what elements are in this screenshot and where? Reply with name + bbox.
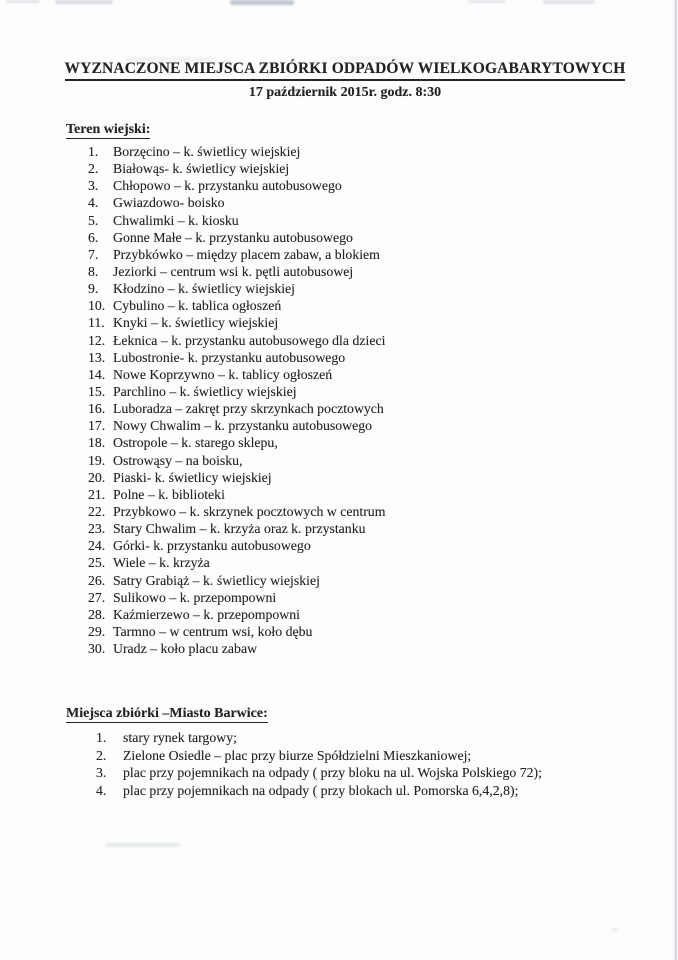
- list-item: [96, 729, 678, 747]
- list-item-number: 2.: [96, 747, 107, 763]
- list-item-number: 5.: [88, 212, 99, 228]
- list-item-text: Sulikowo – k. przepompowni: [113, 589, 277, 605]
- list-item: [88, 434, 678, 451]
- city-location-list: [96, 729, 678, 799]
- list-item: [88, 212, 678, 229]
- list-item-text: Gwiazdowo- boisko: [113, 195, 225, 211]
- list-item-text: Gonne Małe – k. przystanku autobusowego: [113, 229, 353, 245]
- list-item-number: 22.: [88, 503, 106, 519]
- list-item: [88, 417, 678, 434]
- list-item-text: Parchlino – k. świetlicy wiejskiej: [113, 383, 297, 399]
- list-item-text: Stary Chwalim – k. krzyża oraz k. przystanku: [113, 521, 366, 537]
- list-item: [88, 297, 678, 314]
- list-item-number: 8.: [88, 263, 99, 279]
- list-item: [88, 246, 678, 263]
- list-item-text: Przybkowo – k. skrzynek pocztowych w centrum: [113, 503, 386, 519]
- list-item-text: Piaski- k. świetlicy wiejskiej: [113, 469, 272, 485]
- list-item-number: 18.: [88, 435, 106, 451]
- list-item-number: 23.: [88, 521, 106, 537]
- list-item-text: Luboradza – zakręt przy skrzynkach pocztowych: [113, 401, 384, 417]
- list-item-number: 14.: [88, 366, 106, 382]
- list-item: [88, 589, 678, 606]
- list-item: [88, 452, 678, 469]
- page-title: WYZNACZONE MIEJSCA ZBIÓRKI ODPADÓW WIELKOGABARYTOWYCH: [65, 60, 626, 81]
- list-item-number: 4.: [88, 195, 99, 211]
- list-item-number: 13.: [88, 349, 106, 365]
- list-item: [88, 160, 678, 177]
- list-item-text: Knyki – k. świetlicy wiejskiej: [113, 315, 279, 331]
- list-item: [88, 623, 678, 640]
- list-item: [88, 314, 678, 331]
- list-item: [88, 640, 678, 657]
- list-item: [88, 572, 678, 589]
- list-item: [88, 537, 678, 554]
- list-item-text: Zielone Osiedle – plac przy biurze Spółdzielni Mieszkaniowej;: [123, 747, 472, 763]
- list-item-text: plac przy pojemnikach na odpady ( przy blokach ul. Pomorska 6,4,2,8);: [123, 783, 519, 798]
- list-item-number: 30.: [88, 641, 106, 657]
- list-item-text: Chłopowo – k. przystanku autobusowego: [113, 178, 342, 194]
- list-item-text: Nowy Chwalim – k. przystanku autobusowego: [113, 418, 373, 434]
- section-heading-village: Teren wiejski:: [66, 122, 151, 137]
- village-location-list: [88, 143, 678, 657]
- list-item-number: 19.: [88, 452, 106, 468]
- list-item-number: 1.: [88, 144, 99, 159]
- list-item: [88, 229, 678, 246]
- list-item-text: Cybulino – k. tablica ogłoszeń: [113, 298, 282, 314]
- list-item-number: 7.: [88, 246, 99, 262]
- list-item-number: 25.: [88, 555, 106, 571]
- list-item: [88, 469, 678, 486]
- list-item-text: Lubostronie- k. przystanku autobusowego: [113, 349, 346, 365]
- list-item-text: Ostropole – k. starego sklepu,: [113, 435, 278, 451]
- list-item: [88, 143, 678, 160]
- list-item-number: 17.: [88, 418, 106, 434]
- list-item-text: Przybkówko – między placem zabaw, a blokiem: [113, 246, 380, 262]
- list-item: [88, 503, 678, 520]
- list-item-text: Uradz – koło placu zabaw: [113, 641, 258, 657]
- list-item-number: 28.: [88, 606, 106, 622]
- list-item: [88, 177, 678, 194]
- list-item-number: 2.: [88, 161, 99, 177]
- date-line: 17 październik 2015r. godz. 8:30: [248, 85, 442, 100]
- list-item: [88, 400, 678, 417]
- title-block: [6, 0, 678, 81]
- list-item: [88, 280, 678, 297]
- scan-artifact-smudge: [105, 843, 180, 847]
- list-item-text: Nowe Koprzywno – k. tablicy ogłoszeń: [113, 366, 333, 382]
- list-item-text: stary rynek targowy;: [123, 730, 237, 746]
- list-item-number: 4.: [96, 783, 107, 798]
- list-item-text: Łeknica – k. przystanku autobusowego dla dzieci: [113, 332, 386, 348]
- list-item: [88, 520, 678, 537]
- list-item-text: Wiele – k. krzyża: [113, 555, 210, 571]
- list-item-number: 12.: [88, 332, 106, 348]
- list-item-text: Satry Grabiąż – k. świetlicy wiejskiej: [113, 572, 320, 588]
- list-item: [88, 383, 678, 400]
- list-item-number: 6.: [88, 229, 99, 245]
- list-item: [88, 332, 678, 349]
- list-item-number: 26.: [88, 572, 106, 588]
- list-item-text: Tarmno – w centrum wsi, koło dębu: [113, 623, 313, 639]
- list-item-number: 29.: [88, 623, 106, 639]
- list-item: [88, 194, 678, 211]
- list-item: [88, 554, 678, 571]
- list-item-number: 9.: [88, 281, 99, 297]
- list-item-text: plac przy pojemnikach na odpady ( przy bloku na ul. Wojska Polskiego 72);: [123, 765, 542, 781]
- list-item-text: Kłodzino – k. świetlicy wiejskiej: [113, 281, 296, 297]
- list-item-number: 21.: [88, 486, 106, 502]
- list-item-text: Chwalimki – k. kiosku: [113, 212, 239, 228]
- section-heading-city: Miejsca zbiórki –Miasto Barwice:: [66, 706, 268, 722]
- list-item: [88, 366, 678, 383]
- list-item-text: Białowąs- k. świetlicy wiejskiej: [113, 161, 290, 177]
- list-item: [88, 606, 678, 623]
- section-city: [66, 704, 678, 799]
- list-item: [88, 349, 678, 366]
- list-item: [96, 747, 678, 765]
- list-item: [96, 782, 678, 800]
- list-item-number: 10.: [88, 298, 106, 314]
- list-item-number: 16.: [88, 401, 106, 417]
- list-item-text: Polne – k. biblioteki: [113, 486, 225, 502]
- list-item-number: 3.: [88, 178, 99, 194]
- list-item-text: Borzęcino – k. świetlicy wiejskiej: [113, 144, 301, 159]
- section-village: [66, 120, 678, 657]
- list-item-text: Górki- k. przystanku autobusowego: [113, 538, 311, 554]
- list-item-number: 27.: [88, 589, 106, 605]
- list-item: [88, 486, 678, 503]
- list-item: [88, 263, 678, 280]
- list-item-number: 3.: [96, 765, 107, 781]
- list-item-number: 1.: [96, 730, 107, 746]
- list-item-number: 20.: [88, 469, 106, 485]
- list-item-text: Kaźmierzewo – k. przepompowni: [113, 606, 300, 622]
- scan-artifact-speck: [612, 928, 618, 931]
- list-item-text: Ostrowąsy – na boisku,: [113, 452, 243, 468]
- list-item-text: Jeziorki – centrum wsi k. pętli autobusowej: [113, 263, 354, 279]
- list-item-number: 11.: [88, 315, 105, 331]
- list-item: [96, 764, 678, 782]
- list-item-number: 15.: [88, 383, 106, 399]
- list-item-number: 24.: [88, 538, 106, 554]
